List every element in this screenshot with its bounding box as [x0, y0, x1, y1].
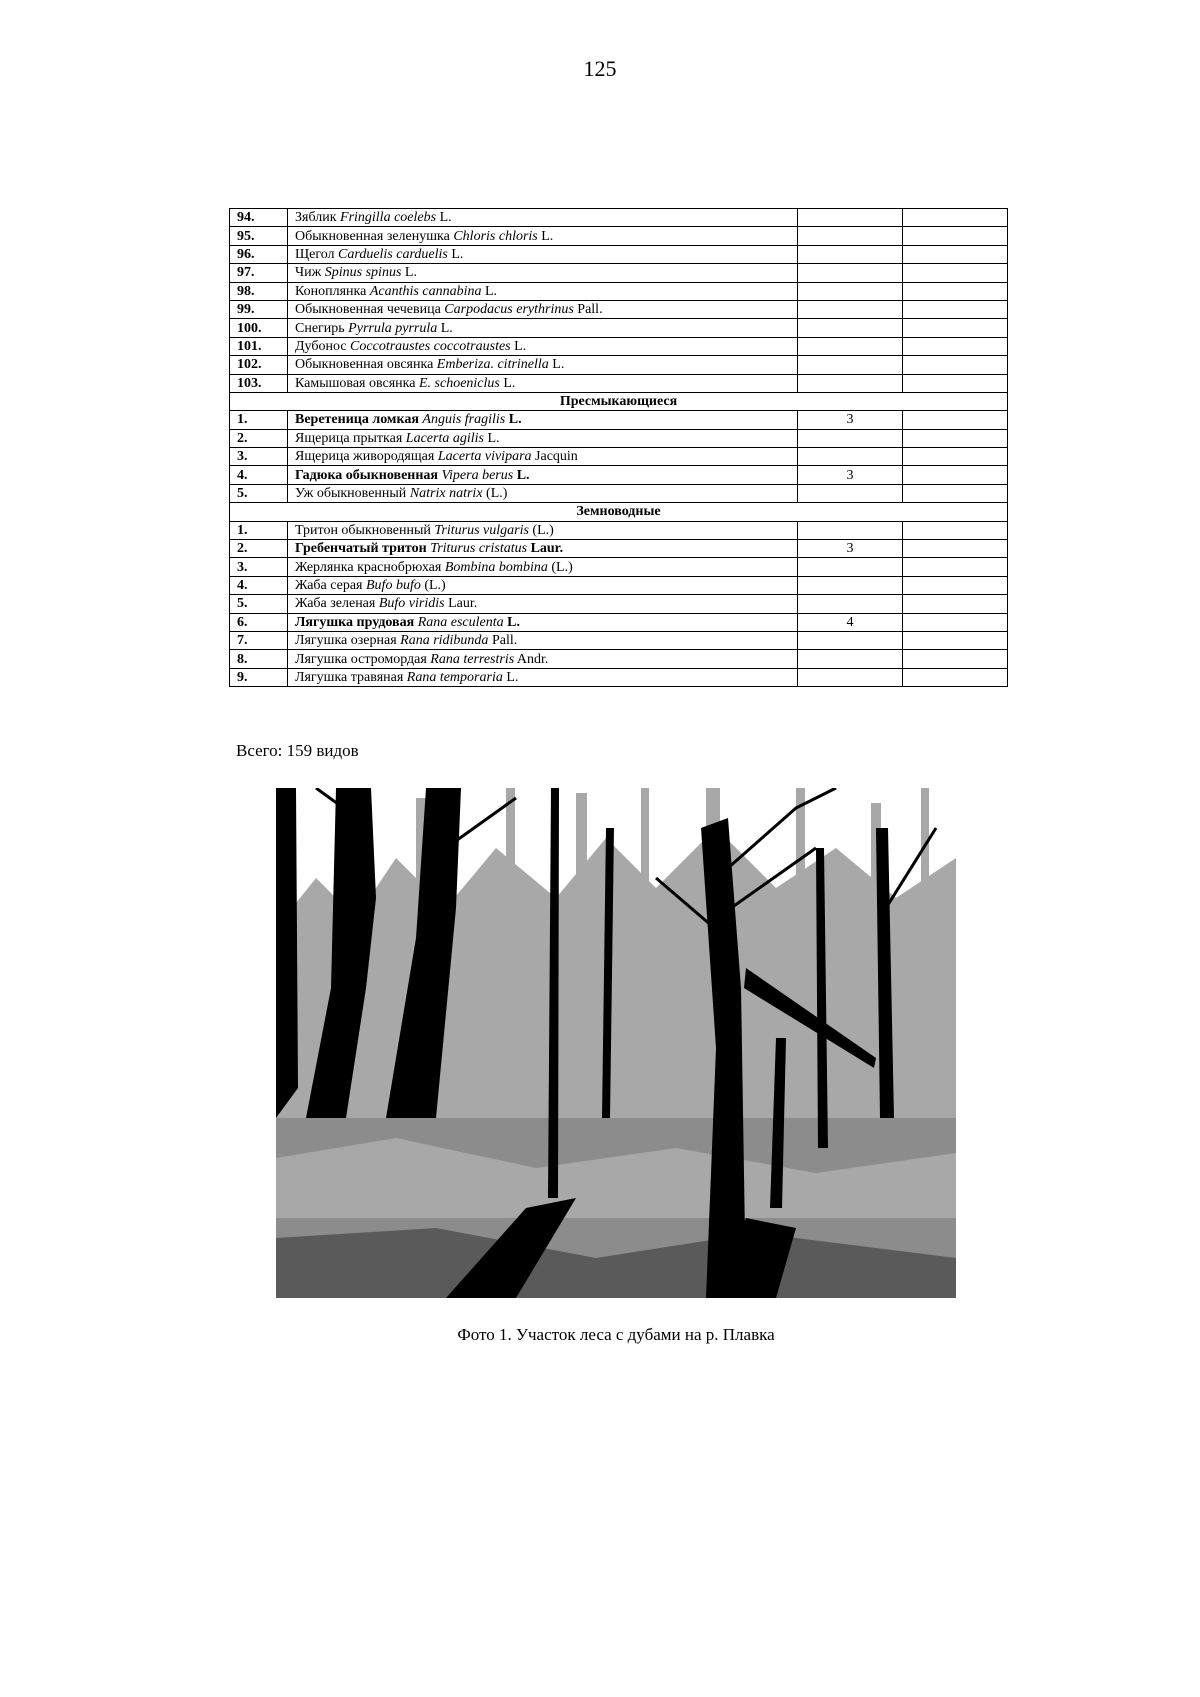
table-row	[230, 613, 1008, 631]
red-book-category	[798, 631, 903, 649]
species-author: L.	[439, 210, 452, 226]
empty-cell	[903, 466, 1008, 484]
row-number: 2.	[230, 540, 288, 558]
red-book-category	[798, 521, 903, 539]
species-russian-name: Жаба зеленая	[295, 596, 376, 612]
species-latin-name: Bufo viridis	[378, 596, 445, 612]
table-row	[230, 631, 1008, 649]
species-latin-name: Bufo bufo	[366, 578, 421, 593]
species-author: (L.)	[532, 522, 554, 538]
row-number: 100.	[230, 319, 288, 337]
species-latin-name: Rana temporaria	[406, 669, 503, 685]
red-book-category	[798, 300, 903, 318]
species-russian-name: Веретеница ломкая	[295, 412, 419, 428]
species-russian-name: Обыкновенная зеленушка	[295, 228, 450, 244]
section-title: Пресмыкающиеся	[230, 392, 1008, 410]
species-name-cell	[288, 484, 798, 502]
red-book-category	[798, 558, 903, 576]
forest-photo	[276, 788, 956, 1298]
species-name-cell	[288, 576, 798, 594]
empty-cell	[903, 521, 1008, 539]
table-row	[230, 300, 1008, 318]
empty-cell	[903, 300, 1008, 318]
species-author: Laur.	[530, 541, 564, 557]
species-name-cell	[288, 356, 798, 374]
species-name-cell	[288, 209, 798, 227]
species-russian-name: Дубонос	[295, 338, 347, 354]
species-name-cell	[288, 300, 798, 318]
red-book-category	[798, 209, 903, 227]
species-name-cell	[288, 448, 798, 466]
species-name-cell	[288, 264, 798, 282]
species-author: Andr.	[516, 651, 549, 667]
empty-cell	[903, 448, 1008, 466]
species-latin-name: Vipera berus	[441, 467, 514, 483]
red-book-category	[798, 429, 903, 447]
species-author: (L.)	[551, 559, 573, 575]
species-author: L.	[404, 265, 417, 281]
species-name-cell	[288, 595, 798, 613]
species-russian-name: Зяблик	[295, 210, 337, 226]
row-number: 98.	[230, 282, 288, 300]
species-name-cell	[288, 650, 798, 668]
empty-cell	[903, 264, 1008, 282]
table-row	[230, 540, 1008, 558]
red-book-category	[798, 356, 903, 374]
species-latin-name: Anguis fragilis	[422, 412, 506, 428]
empty-cell	[903, 227, 1008, 245]
species-name-cell	[288, 227, 798, 245]
species-latin-name: E. schoeniclus	[418, 375, 500, 391]
species-latin-name: Triturus cristatus	[430, 541, 528, 557]
species-russian-name: Жерлянка краснобрюхая	[295, 559, 442, 575]
species-latin-name: Rana esculenta	[417, 614, 504, 630]
species-author: L.	[440, 320, 453, 336]
red-book-category: 4	[798, 613, 903, 631]
row-number: 99.	[230, 300, 288, 318]
species-name-cell	[288, 245, 798, 263]
species-author: L.	[507, 614, 520, 630]
table-row	[230, 282, 1008, 300]
red-book-category	[798, 245, 903, 263]
red-book-category	[798, 650, 903, 668]
row-number: 4.	[230, 466, 288, 484]
species-author: L.	[451, 246, 464, 262]
species-author: Pall.	[577, 302, 603, 318]
species-russian-name: Гадюка обыкновенная	[295, 467, 439, 483]
species-russian-name: Лягушка травяная	[295, 669, 404, 685]
species-latin-name: Lacerta agilis	[405, 430, 484, 446]
species-author: L.	[552, 357, 565, 373]
red-book-category: 3	[798, 540, 903, 558]
row-number: 94.	[230, 209, 288, 227]
species-name-cell	[288, 374, 798, 392]
species-latin-name: Bombina bombina	[444, 559, 548, 575]
species-latin-name: Emberiza. citrinella	[436, 357, 549, 373]
table-row	[230, 319, 1008, 337]
table-row	[230, 668, 1008, 686]
species-latin-name: Fringilla coelebs	[340, 210, 437, 226]
species-author: Pall.	[491, 633, 518, 649]
species-author: (L.)	[486, 486, 508, 502]
red-book-category	[798, 282, 903, 300]
species-latin-name: Rana terrestris	[430, 651, 515, 667]
row-number: 8.	[230, 650, 288, 668]
empty-cell	[903, 650, 1008, 668]
row-number: 7.	[230, 631, 288, 649]
species-russian-name: Щегол	[295, 246, 335, 262]
empty-cell	[903, 595, 1008, 613]
species-latin-name: Lacerta vivipara	[437, 449, 532, 465]
table-row	[230, 374, 1008, 392]
empty-cell	[903, 429, 1008, 447]
species-latin-name: Carpodacus erythrinus	[444, 302, 574, 318]
section-title: Земноводные	[230, 503, 1008, 521]
table-row	[230, 576, 1008, 594]
species-author: L.	[484, 283, 498, 299]
empty-cell	[903, 411, 1008, 429]
species-latin-name: Rana ridibunda	[400, 633, 489, 649]
row-number: 5.	[230, 484, 288, 502]
empty-cell	[903, 209, 1008, 227]
red-book-category	[798, 576, 903, 594]
row-number: 9.	[230, 668, 288, 686]
table-row	[230, 466, 1008, 484]
species-russian-name: Ящерица прыткая	[295, 430, 403, 446]
species-latin-name: Spinus spinus	[324, 265, 402, 281]
species-total: Всего: 159 видов	[236, 741, 359, 760]
empty-cell	[903, 374, 1008, 392]
species-name-cell	[288, 319, 798, 337]
table-section-row	[230, 503, 1008, 521]
table-row	[230, 356, 1008, 374]
red-book-category	[798, 227, 903, 245]
row-number: 1.	[230, 411, 288, 429]
species-russian-name: Жаба серая	[295, 578, 363, 593]
table-row	[230, 264, 1008, 282]
species-russian-name: Лягушка прудовая	[295, 614, 415, 630]
species-author: L.	[506, 669, 519, 685]
red-book-category	[798, 595, 903, 613]
row-number: 95.	[230, 227, 288, 245]
table-row	[230, 337, 1008, 355]
table-row	[230, 411, 1008, 429]
empty-cell	[903, 576, 1008, 594]
species-table-body	[230, 209, 1008, 687]
table-row	[230, 209, 1008, 227]
row-number: 6.	[230, 613, 288, 631]
red-book-category	[798, 484, 903, 502]
species-latin-name: Acanthis cannabina	[369, 283, 482, 299]
species-russian-name: Лягушка озерная	[295, 633, 397, 649]
row-number: 3.	[230, 448, 288, 466]
empty-cell	[903, 613, 1008, 631]
species-latin-name: Natrix natrix	[409, 486, 483, 502]
species-latin-name: Coccotraustes coccotraustes	[350, 338, 511, 354]
row-number: 101.	[230, 337, 288, 355]
species-name-cell	[288, 337, 798, 355]
table-row	[230, 448, 1008, 466]
photo-forest-floor	[276, 1118, 956, 1298]
row-number: 5.	[230, 595, 288, 613]
species-russian-name: Ящерица живородящая	[295, 449, 435, 465]
species-name-cell	[288, 411, 798, 429]
species-author: (L.)	[424, 578, 446, 593]
page-number: 125	[583, 56, 617, 81]
species-author: L.	[514, 338, 527, 354]
empty-cell	[903, 631, 1008, 649]
red-book-category	[798, 337, 903, 355]
species-russian-name: Гребенчатый тритон	[295, 541, 427, 557]
species-russian-name: Камышовая овсянка	[295, 375, 416, 391]
species-table	[229, 208, 1008, 687]
row-number: 96.	[230, 245, 288, 263]
species-name-cell	[288, 668, 798, 686]
table-row	[230, 650, 1008, 668]
species-russian-name: Обыкновенная чечевица	[295, 302, 441, 318]
species-name-cell	[288, 540, 798, 558]
species-russian-name: Чиж	[295, 265, 322, 281]
species-russian-name: Снегирь	[295, 320, 345, 336]
species-name-cell	[288, 558, 798, 576]
empty-cell	[903, 558, 1008, 576]
table-row	[230, 484, 1008, 502]
species-author: L.	[541, 228, 554, 244]
row-number: 4.	[230, 576, 288, 594]
species-latin-name: Chloris chloris	[453, 228, 538, 244]
species-author: Laur.	[448, 596, 478, 612]
species-author: L.	[508, 412, 522, 428]
species-russian-name: Лягушка остромордая	[295, 651, 427, 667]
species-russian-name: Коноплянка	[295, 283, 367, 299]
species-author: L.	[487, 430, 500, 446]
species-name-cell	[288, 521, 798, 539]
empty-cell	[903, 319, 1008, 337]
species-name-cell	[288, 466, 798, 484]
table-row	[230, 558, 1008, 576]
row-number: 2.	[230, 429, 288, 447]
species-name-cell	[288, 429, 798, 447]
empty-cell	[903, 337, 1008, 355]
table-row	[230, 595, 1008, 613]
red-book-category	[798, 448, 903, 466]
red-book-category	[798, 374, 903, 392]
species-name-cell	[288, 631, 798, 649]
photo-caption: Фото 1. Участок леса с дубами на р. Плавка	[457, 1325, 775, 1344]
row-number: 103.	[230, 374, 288, 392]
species-latin-name: Pyrrula pyrrula	[348, 320, 438, 336]
species-russian-name: Тритон обыкновенный	[295, 522, 431, 538]
species-latin-name: Carduelis carduelis	[338, 246, 448, 262]
species-russian-name: Обыкновенная овсянка	[295, 357, 434, 373]
species-name-cell	[288, 613, 798, 631]
red-book-category	[798, 668, 903, 686]
table-row	[230, 245, 1008, 263]
species-russian-name: Уж обыкновенный	[295, 486, 407, 502]
species-latin-name: Triturus vulgaris	[434, 522, 529, 538]
table-row	[230, 521, 1008, 539]
row-number: 102.	[230, 356, 288, 374]
empty-cell	[903, 356, 1008, 374]
species-author: L.	[516, 467, 530, 483]
empty-cell	[903, 282, 1008, 300]
table-row	[230, 227, 1008, 245]
species-name-cell	[288, 282, 798, 300]
red-book-category: 3	[798, 466, 903, 484]
red-book-category: 3	[798, 411, 903, 429]
table-section-row	[230, 392, 1008, 410]
empty-cell	[903, 540, 1008, 558]
row-number: 97.	[230, 264, 288, 282]
table-row	[230, 429, 1008, 447]
row-number: 1.	[230, 521, 288, 539]
red-book-category	[798, 264, 903, 282]
row-number: 3.	[230, 558, 288, 576]
species-author: L.	[503, 375, 516, 391]
red-book-category	[798, 319, 903, 337]
empty-cell	[903, 245, 1008, 263]
empty-cell	[903, 668, 1008, 686]
empty-cell	[903, 484, 1008, 502]
species-author: Jacquin	[535, 449, 578, 465]
